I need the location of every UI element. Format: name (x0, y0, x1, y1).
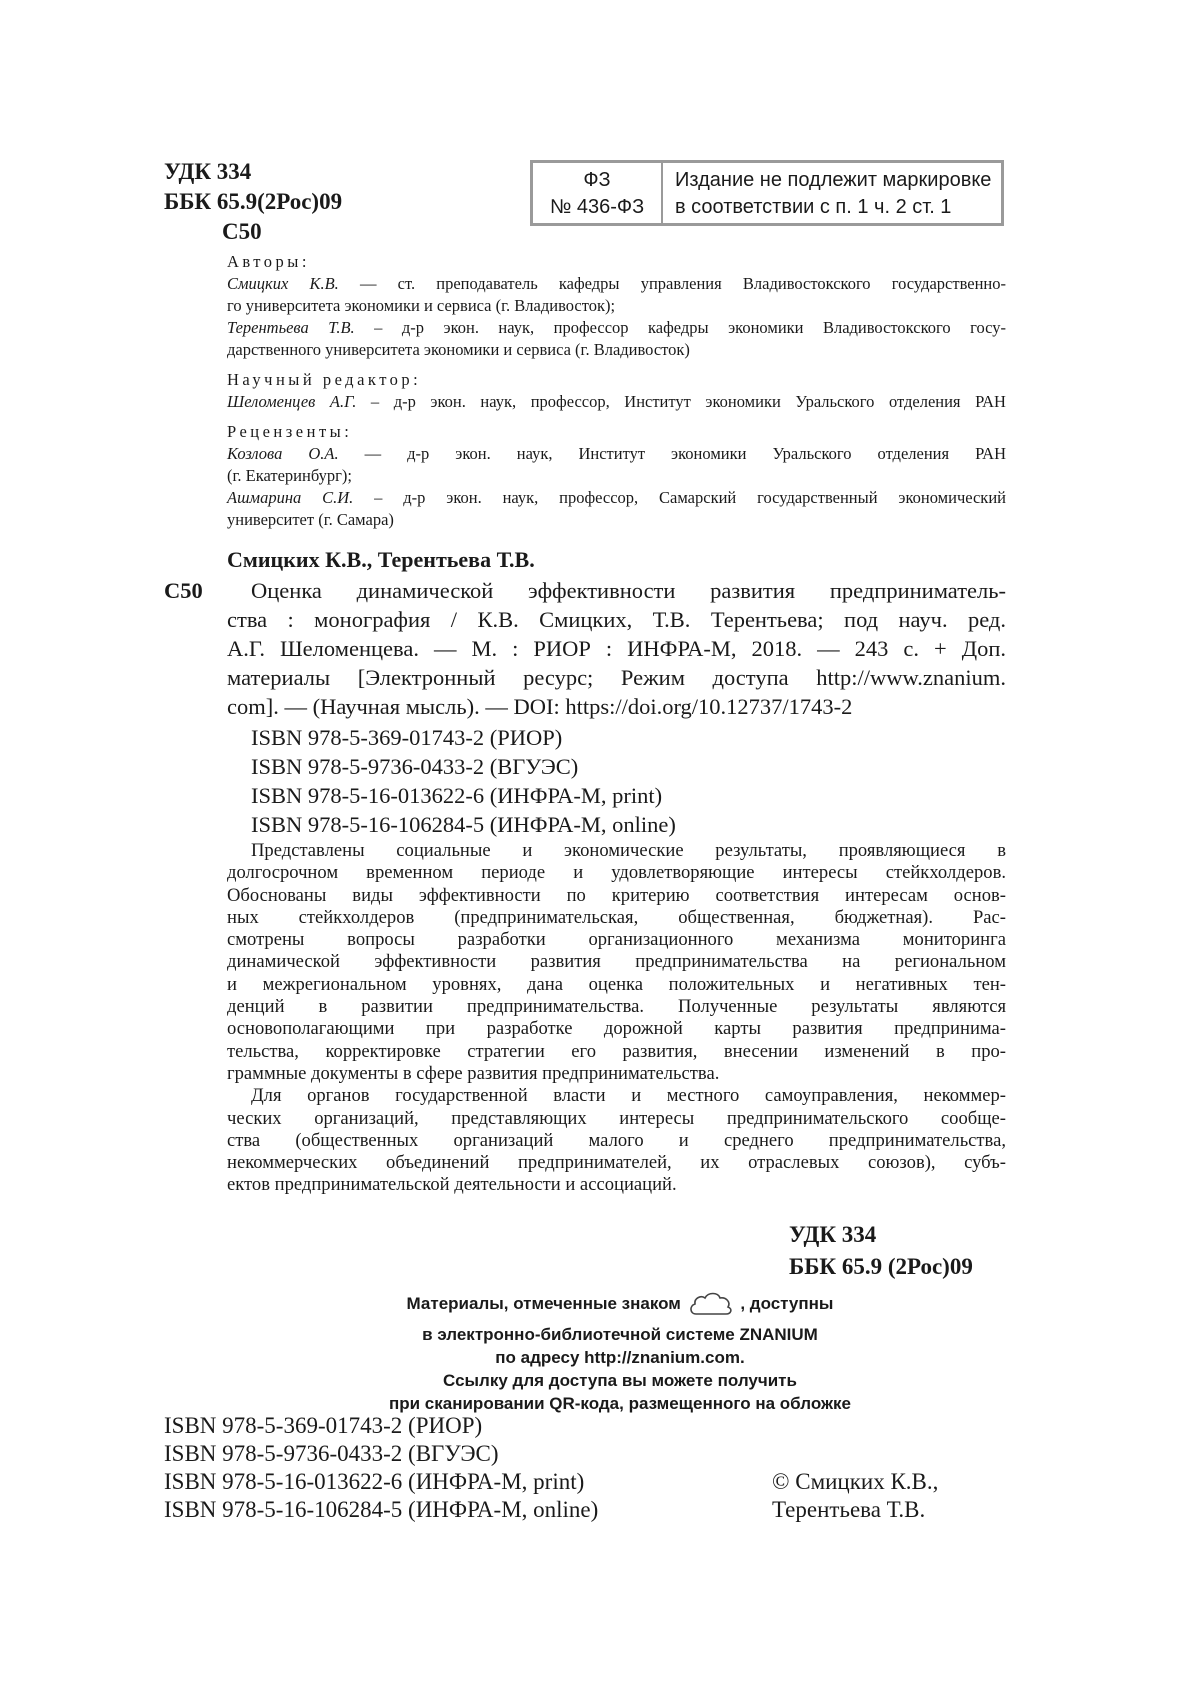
copyright-line-1: © Смицких К.В., (772, 1469, 939, 1494)
annotation (227, 840, 1006, 1197)
bottom-isbn: ISBN 978-5-369-01743-2 (РИОР) (164, 1413, 483, 1438)
reviewer-1 (227, 443, 1006, 465)
marking-line-2: в соответствии с п. 1 ч. 2 ст. 1 (675, 196, 952, 218)
record-line-5: com]. — (Научная мысль). — DOI: https://doi.org/10.12737/1743-2 (227, 694, 853, 719)
author-1-name: Смицких К.В. (227, 274, 339, 293)
annotation-line: граммные документы в сфере развития предпринимательства. (227, 1062, 720, 1084)
record-mark: С50 (164, 578, 203, 603)
record-line-3: А.Г. Шеломенцева. — М. : РИОР : ИНФРА-М, 2018. — 243 с. + Доп. (227, 636, 1006, 661)
reviewer-2 (227, 487, 1006, 509)
reviewer-1-text: — д-р экон. наук, Институт экономики Уральского отделения РАН (338, 444, 1006, 463)
annotation-line: смотрены вопросы разработки организационного механизма мониторинга (227, 929, 1006, 951)
law-reference (533, 163, 663, 223)
annotation-line: основополагающими при разработке дорожной карты развития предпринима- (227, 1018, 1006, 1040)
notice-line-5: при сканировании QR-кода, размещенного на обложке (388, 1394, 852, 1413)
annotation-line: тельства, корректировке стратегии его развития, внесении изменений в про- (227, 1040, 1006, 1062)
author-2-text: – д-р экон. наук, профессор кафедры экономики Владивостокского госу- (354, 318, 1006, 337)
record-isbn: ISBN 978-5-16-106284-5 (ИНФРА-М, online) (251, 812, 676, 837)
record-description (227, 576, 1006, 721)
bottom-isbn-list (164, 1412, 598, 1524)
authors-heading: Авторы: (227, 252, 310, 271)
annotation-line: динамической эффективности развития предпринимательства на региональном (227, 951, 1006, 973)
cloud-icon (688, 1291, 734, 1323)
record-authors: Смицких К.В., Терентьева Т.В. (227, 547, 535, 572)
editor-name: Шеломенцев А.Г. (227, 392, 357, 411)
notice-line-1b: , доступны (740, 1294, 834, 1313)
annotation-line: денций в развитии предпринимательства. Полученные результаты являются (227, 996, 1006, 1018)
editor-heading: Научный редактор: (227, 370, 422, 389)
law-line-1: ФЗ (583, 169, 611, 191)
bottom-isbn: ISBN 978-5-16-013622-6 (ИНФРА-М, print) (164, 1469, 585, 1494)
bbk-code: ББК 65.9(2Рос)09 (164, 189, 343, 214)
notice-line-1 (300, 1291, 940, 1323)
reviewers-heading: Рецензенты: (227, 422, 353, 441)
footer-udk-code: УДК 334 (789, 1222, 877, 1247)
contributors-block (227, 251, 1006, 531)
record-line-4: материалы [Электронный ресурс; Режим доступа http://www.znanium. (227, 665, 1006, 690)
reviewer-2-cont: университет (г. Самара) (227, 510, 394, 529)
editor (227, 391, 1006, 413)
annotation-line: Обоснованы виды эффективности по критерию соответствия интересам основ- (227, 884, 1006, 906)
electronic-access-notice (300, 1291, 940, 1415)
author-2-name: Терентьева Т.В. (227, 318, 355, 337)
bottom-isbn: ISBN 978-5-9736-0433-2 (ВГУЭС) (164, 1441, 499, 1466)
audience-line: ческих организаций, представляющих интересы предпринимательского сообще- (227, 1107, 1006, 1129)
author-2-cont: дарственного университета экономики и сервиса (г. Владивосток) (227, 340, 690, 359)
author-mark: С50 (222, 219, 262, 244)
annotation-line: долгосрочном временном периоде и удовлетворяющие интересы стейкхолдеров. (227, 862, 1006, 884)
author-1 (227, 273, 1006, 295)
editor-text: – д-р экон. наук, профессор, Институт экономики Уральского отделения РАН (356, 392, 1006, 411)
annotation-line: и межрегиональном уровнях, дана оценка положительных и негативных тен- (227, 973, 1006, 995)
record-line-2: ства : монография / К.В. Смицких, Т.В. Терентьева; под науч. ред. (227, 607, 1006, 632)
annotation-line: ных стейкхолдеров (предпринимательская, общественная, бюджетная). Рас- (227, 906, 1006, 928)
reviewer-1-name: Козлова О.А. (227, 444, 339, 463)
marking-line-1: Издание не подлежит маркировке (675, 169, 992, 191)
marking-note (663, 163, 1001, 223)
annotation-line: Представлены социальные и экономические результаты, проявляющиеся в (251, 840, 1006, 861)
reviewer-1-cont: (г. Екатеринбург); (227, 466, 352, 485)
record-isbn: ISBN 978-5-369-01743-2 (РИОР) (251, 725, 563, 750)
record-isbn-list (251, 723, 676, 839)
notice-line-4: Ссылку для доступа вы можете получить (443, 1371, 797, 1390)
audience-line: Для органов государственной власти и местного самоуправления, некоммер- (251, 1085, 1006, 1107)
record-isbn: ISBN 978-5-9736-0433-2 (ВГУЭС) (251, 754, 579, 779)
copyright (772, 1468, 938, 1524)
record-line-1: Оценка динамической эффективности развития предприниматель- (251, 578, 1006, 603)
footer-bbk-code: ББК 65.9 (2Рос)09 (789, 1254, 973, 1279)
author-1-text: — ст. преподаватель кафедры управления Владивостокского государственно- (338, 274, 1006, 293)
udk-code: УДК 334 (164, 159, 252, 184)
author-2 (227, 317, 1006, 339)
reviewer-2-text: – д-р экон. наук, профессор, Самарский государственный экономический (353, 488, 1006, 507)
notice-line-1a: Материалы, отмеченные знаком (406, 1294, 681, 1313)
notice-line-2: в электронно-библиотечной системе ZNANIUM (422, 1325, 818, 1344)
audience-line: ектов предпринимательской деятельности и ассоциаций. (227, 1174, 677, 1196)
audience-line: ства (общественных организаций малого и среднего предпринимательства, (227, 1129, 1006, 1151)
bottom-isbn: ISBN 978-5-16-106284-5 (ИНФРА-М, online) (164, 1497, 599, 1522)
notice-line-3: по адресу http://znanium.com. (495, 1348, 745, 1367)
record-isbn: ISBN 978-5-16-013622-6 (ИНФРА-М, print) (251, 783, 663, 808)
author-1-cont: го университета экономики и сервиса (г. Владивосток); (227, 296, 616, 315)
age-label-box (530, 160, 1004, 226)
audience-line: некоммерческих объединений предпринимателей, их отраслевых союзов), субъ- (227, 1152, 1006, 1174)
copyright-line-2: Терентьева Т.В. (772, 1497, 926, 1522)
law-line-2: № 436-ФЗ (549, 196, 645, 218)
reviewer-2-name: Ашмарина С.И. (227, 488, 354, 507)
